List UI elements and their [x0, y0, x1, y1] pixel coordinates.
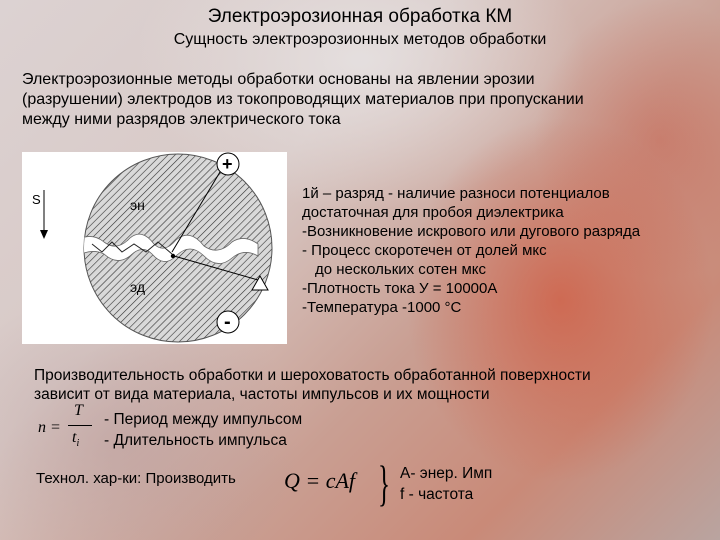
edm-diagram-svg — [22, 152, 287, 344]
desc-line: -Плотность тока У = 10000А — [302, 280, 498, 297]
formula-denominator — [72, 429, 79, 449]
desc-line: до нескольких сотен мкс — [315, 261, 487, 278]
fraction-bar — [68, 425, 92, 426]
desc-line: достаточная для пробоя диэлектрика — [302, 204, 564, 221]
productivity-paragraph — [34, 366, 714, 404]
intro-line: Электроэрозионные методы обработки основаны на явлении эрозии — [22, 71, 535, 88]
definition-line: - Длительность импульса — [104, 432, 287, 449]
discharge-description — [302, 184, 717, 317]
desc-line: -Возникновение искрового или дугового разряда — [302, 223, 641, 240]
workpiece-electrode-label: эд — [130, 279, 146, 295]
feed-arrowhead — [40, 230, 48, 239]
slide-title: Электроэрозионная обработка КМ — [207, 6, 513, 27]
desc-line: - Процесс скоротечен от долей мкс — [302, 242, 547, 259]
legend-line: А- энер. Имп — [400, 465, 493, 482]
intro-paragraph — [22, 70, 712, 130]
legend-line: f - частота — [400, 486, 474, 503]
frequency-ratio-formula — [38, 402, 108, 452]
formula-numerator: T — [74, 402, 83, 419]
prod-line: зависит от вида материала, частоты импульсов и их мощности — [34, 386, 490, 403]
feed-label: S — [32, 192, 41, 207]
definition-line: - Период между импульсом — [104, 411, 303, 428]
formula-definitions — [104, 409, 302, 451]
formula-lhs: n = — [38, 419, 61, 436]
denominator-subscript: i — [76, 438, 80, 450]
edm-diagram — [22, 152, 287, 344]
desc-line: -Температура -1000 °С — [302, 299, 462, 316]
plus-label: + — [222, 154, 233, 174]
slide-subtitle: Сущность электроэрозионных методов обработки — [173, 31, 547, 48]
desc-line: 1й – разряд - наличие разноси потенциалов — [302, 185, 610, 202]
intro-line: (разрушении) электродов из токопроводящих материалов при пропускании — [22, 91, 584, 108]
prod-line: Производительность обработки и шероховатость обработанной поверхности — [34, 367, 591, 384]
formula-legend — [400, 463, 492, 505]
minus-label: - — [224, 311, 231, 333]
productivity-formula: Q = cAf — [284, 468, 356, 493]
legend-brace: } — [378, 455, 390, 511]
tech-characteristics-label: Технол. хар-ки: Производить — [36, 470, 236, 487]
tool-electrode-label: эн — [130, 197, 145, 213]
intro-line: между ними разрядов электрического тока — [22, 111, 341, 128]
denominator-t: t — [72, 429, 77, 446]
